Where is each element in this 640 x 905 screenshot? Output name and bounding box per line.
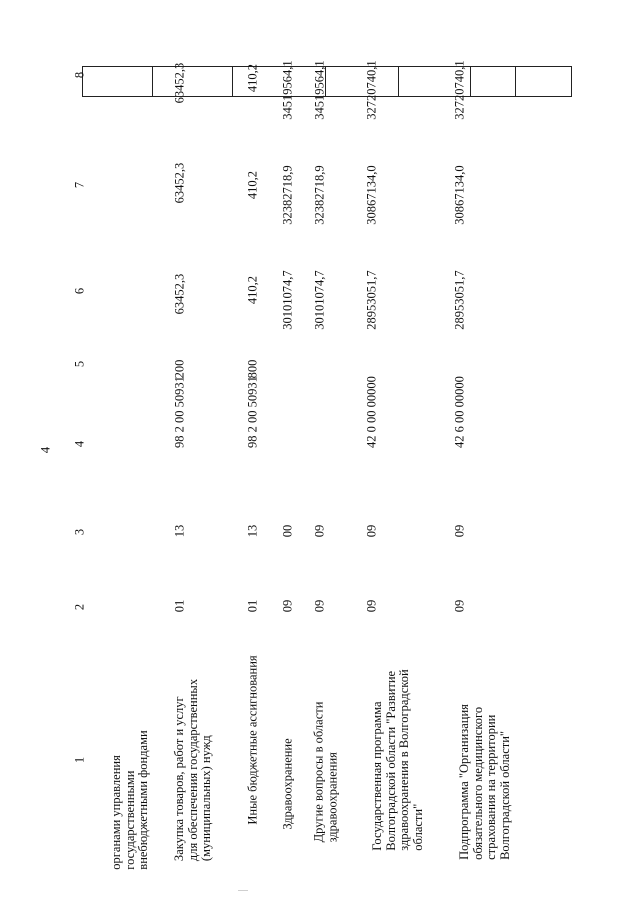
table-cell: 09	[452, 524, 467, 538]
table-cell: 98 2 00 50931	[245, 376, 260, 448]
table-cell: 09	[364, 524, 379, 538]
table-cell: 410,2	[245, 63, 260, 93]
table-row-name: Подпрограмма "Организация обязательного медицинского страхования на территории Волгоградской области"	[457, 704, 512, 860]
column-header-1: 1	[72, 756, 87, 764]
column-header-2: 2	[72, 603, 87, 611]
table-cell: 800	[245, 359, 260, 379]
table-cell: 01	[172, 599, 187, 613]
column-divider	[232, 66, 233, 97]
column-header-3: 3	[72, 528, 87, 536]
table-cell: 30867134,0	[364, 165, 379, 225]
table-cell: 34519564,1	[280, 60, 295, 120]
table-row-name: Другие вопросы в области здравоохранения	[311, 701, 339, 843]
column-divider	[515, 66, 516, 97]
table-cell: 32382718,9	[312, 165, 327, 225]
column-divider	[398, 66, 399, 97]
column-divider	[152, 66, 153, 97]
table-cell: 63452,3	[172, 162, 187, 204]
table-header-border	[82, 96, 572, 97]
table-cell: 13	[172, 524, 187, 538]
page-number: 4	[37, 446, 53, 454]
table-cell: 09	[452, 599, 467, 613]
table-row-name: органами управления государственными внебюджетными фондами	[108, 730, 150, 870]
table-cell: 09	[312, 524, 327, 538]
table-cell: 32720740,1	[452, 60, 467, 120]
table-cell: 13	[245, 524, 260, 538]
table-cell: 30101074,7	[280, 270, 295, 330]
table-cell: 410,2	[245, 170, 260, 200]
scan-artifact	[238, 890, 248, 891]
table-row-name: Иные бюджетные ассигнования	[245, 655, 260, 825]
table-cell: 30101074,7	[312, 270, 327, 330]
column-header-5: 5	[72, 360, 87, 368]
table-cell: 63452,3	[172, 273, 187, 315]
table-cell: 30867134,0	[452, 165, 467, 225]
table-row-name: Закупка товаров, работ и услуг для обеспечения государственных (муниципальных) нужд	[171, 678, 213, 862]
column-header-4: 4	[72, 440, 87, 448]
table-cell: 63452,3	[172, 62, 187, 104]
column-header-7: 7	[72, 181, 87, 189]
table-cell: 28953051,7	[452, 270, 467, 330]
column-header-8: 8	[72, 71, 87, 79]
column-divider	[470, 66, 471, 97]
table-cell: 00	[280, 524, 295, 538]
table-row-name: Здравоохранение	[280, 738, 295, 830]
table-cell: 98 2 00 50931	[172, 376, 187, 448]
column-divider	[571, 66, 572, 97]
table-cell: 42 0 00 00000	[364, 376, 379, 448]
column-header-6: 6	[72, 287, 87, 295]
table-cell: 09	[280, 599, 295, 613]
table-top-border	[82, 66, 572, 67]
table-cell: 34519564,1	[312, 60, 327, 120]
table-cell: 410,2	[245, 275, 260, 305]
table-cell: 32382718,9	[280, 165, 295, 225]
table-cell: 200	[172, 359, 187, 379]
column-divider	[82, 66, 83, 97]
table-cell: 01	[245, 599, 260, 613]
table-row-name: Государственная программа Волгоградской области "Развитие здравоохранения в Волгоградской области"	[370, 669, 425, 851]
table-cell: 09	[364, 599, 379, 613]
table-cell: 28953051,7	[364, 270, 379, 330]
table-cell: 42 6 00 00000	[452, 376, 467, 448]
table-cell: 32720740,1	[364, 60, 379, 120]
table-cell: 09	[312, 599, 327, 613]
